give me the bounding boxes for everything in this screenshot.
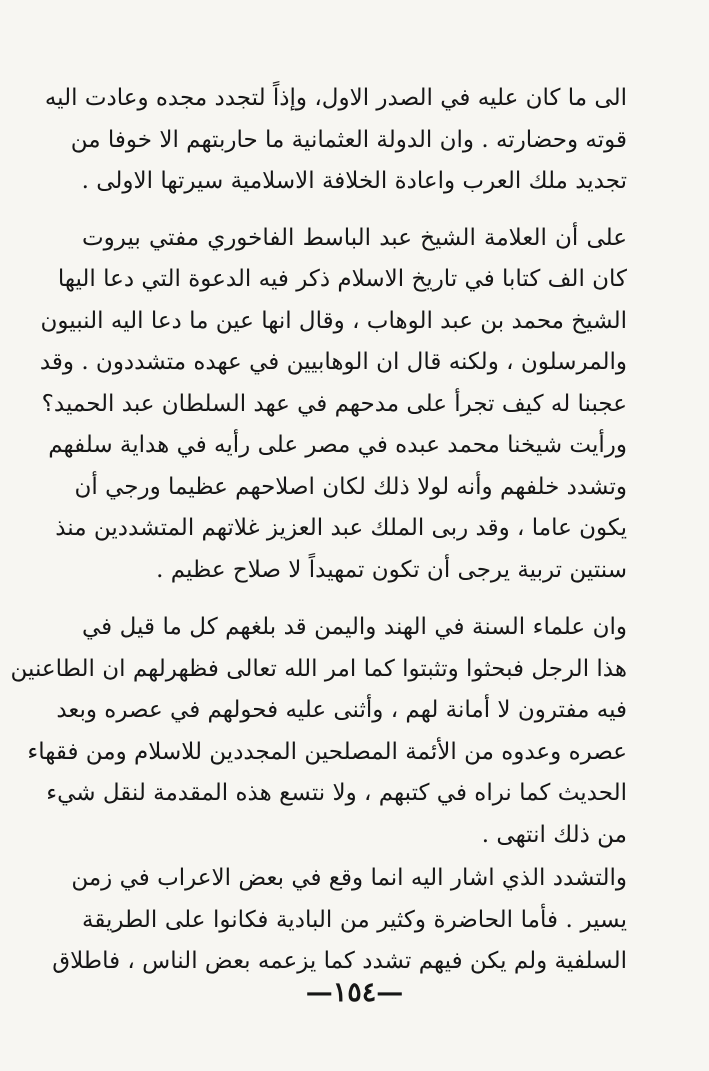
text-line: يكون عاما ، وقد ربى الملك عبد العزيز غلاتهم المتشددين منذ [55, 515, 627, 541]
text-line: الى ما كان عليه في الصدر الاول، وإذاً لتجدد مجده وعادت اليه [44, 85, 627, 111]
text-line: عجبنا له كيف تجرأ على مدحهم في عهد السلطان عبد الحميد؟ [41, 390, 627, 417]
text-line: من ذلك انتهى . [481, 821, 627, 848]
text-line: قوته وحضارته . وان الدولة العثمانية ما حاربتهم الا خوفا من [70, 126, 627, 153]
text-line: عصره وعدوه من الأئمة المصلحين المجددين للاسلام ومن فقهاء [27, 738, 627, 765]
text-line: وتشدد خلفهم وأنه لولا ذلك لكان اصلاحهم عظيما ورجي أن [74, 473, 627, 500]
text-line: والمرسلون ، ولكنه قال ان الوهابيين في عهده متشددون . وقد [39, 349, 627, 375]
paragraph-2 [39, 218, 627, 592]
text-line: والتشدد الذي اشار اليه انما وقع في بعض الاعراب في زمن [71, 865, 627, 891]
text-line: ورأيت شيخنا محمد عبده في مصر على رأيه في هداية سلفهم [48, 432, 627, 458]
paragraph-1 [44, 78, 627, 203]
text-line: الشيخ محمد بن عبد الوهاب ، وقال انها عين ما دعا اليه النبيون [40, 307, 627, 334]
text-line: كان الف كتابا في تاريخ الاسلام ذكر فيه الدعوة التي دعا اليها [57, 266, 627, 292]
text-line: هذا الرجل فبحثوا وتثبتوا كما امر الله تعالى فظهرلهم ان الطاعنين [10, 655, 627, 682]
text-line: وان علماء السنة في الهند واليمن قد بلغهم كل ما قيل في [82, 614, 627, 640]
text-line: على أن العلامة الشيخ عبد الباسط الفاخوري مفتي بيروت [82, 224, 627, 251]
text-line: سنتين تربية يرجى أن تكون تمهيداً لا صلاح عظيم . [156, 556, 627, 583]
text-line: السلفية ولم يكن فيهم تشدد كما يزعمه بعض الناس ، فاطلاق [52, 948, 627, 974]
text-line: تجديد ملك العرب واعادة الخلافة الاسلامية سيرتها الاولى . [81, 168, 627, 194]
paragraph-3 [10, 607, 627, 856]
page-number: —١٥٤— [305, 977, 404, 1008]
text-line: فيه مفترون لا أمانة لهم ، وأثنى عليه فحولهم في عصره وبعد [56, 697, 627, 723]
text-line: الحديث كما نراه في كتبهم ، ولا نتسع هذه المقدمة لنقل شيء [46, 780, 627, 806]
text-line: يسير . فأما الحاضرة وكثير من البادية فكانوا على الطريقة [82, 906, 627, 933]
paragraph-4 [52, 858, 627, 983]
